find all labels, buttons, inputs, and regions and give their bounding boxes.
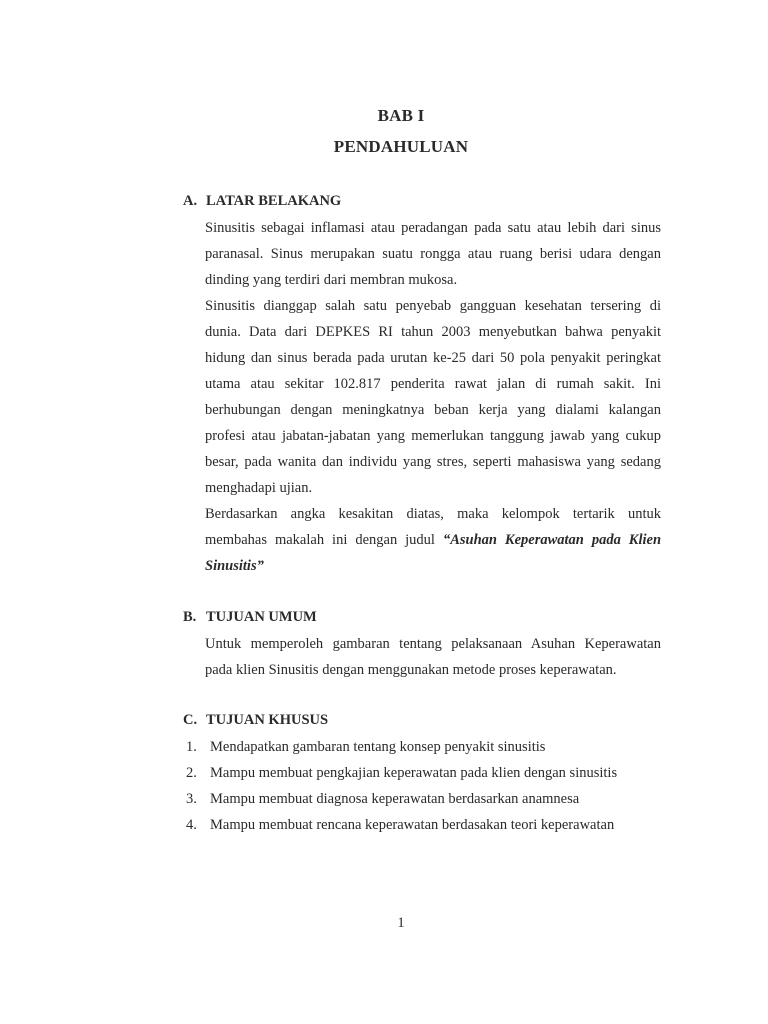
section-a-paragraph-2 — [205, 293, 661, 501]
paragraph-line: paranasal. Sinus merupakan suatu rongga atau ruang berisi udara dengan — [205, 246, 661, 262]
paragraph-line: Untuk memperoleh gambaran tentang pelaksanaan Asuhan Keperawatan — [205, 636, 661, 652]
makalah-title: “Asuhan Keperawatan pada Klien — [442, 532, 661, 548]
list-item — [186, 734, 617, 760]
paragraph-text: membahas makalah ini dengan judul — [205, 532, 435, 548]
list-text: Mampu membuat rencana keperawatan berdasakan teori keperawatan — [210, 817, 615, 833]
makalah-title-cont: Sinusitis” — [205, 558, 264, 574]
list-number: 2. — [186, 765, 197, 781]
section-a-letter: A. — [183, 193, 198, 209]
paragraph-line: besar, pada wanita dan individu yang stres, seperti mahasiswa yang sedang — [205, 454, 661, 470]
page-number: 1 — [397, 915, 405, 931]
list-text: Mampu membuat diagnosa keperawatan berdasarkan anamnesa — [210, 791, 580, 807]
paragraph-line: dunia. Data dari DEPKES RI tahun 2003 menyebutkan bahwa penyakit — [205, 324, 661, 340]
section-a-paragraph-3 — [205, 501, 661, 579]
paragraph-line — [205, 553, 661, 579]
section-b-paragraph — [205, 631, 661, 683]
section-c-heading — [183, 712, 328, 729]
section-b-letter: B. — [183, 609, 197, 625]
section-b-heading — [183, 609, 317, 626]
chapter-label: BAB I — [377, 106, 425, 125]
paragraph-line: utama atau sekitar 102.817 penderita rawat jalan di rumah sakit. Ini — [205, 376, 661, 392]
list-item — [186, 786, 617, 812]
paragraph-line: Sinusitis sebagai inflamasi atau peradangan pada satu atau lebih dari sinus — [205, 220, 661, 236]
objectives-list — [186, 734, 617, 838]
list-number: 3. — [186, 791, 197, 807]
paragraph-line: pada klien Sinusitis dengan menggunakan metode proses keperawatan. — [205, 662, 617, 678]
paragraph-line: profesi atau jabatan-jabatan yang memerlukan tanggung jawab yang cukup — [205, 428, 661, 444]
section-a-paragraph-1 — [205, 215, 661, 293]
paragraph-line — [205, 527, 661, 553]
chapter-title: PENDAHULUAN — [333, 137, 469, 156]
section-c-title: TUJUAN KHUSUS — [206, 712, 329, 728]
section-b-title: TUJUAN UMUM — [206, 609, 317, 625]
list-item — [186, 812, 617, 838]
list-text: Mampu membuat pengkajian keperawatan pada klien dengan sinusitis — [210, 765, 618, 781]
list-number: 1. — [186, 739, 197, 755]
section-c-letter: C. — [183, 712, 198, 728]
paragraph-line: menghadapi ujian. — [205, 480, 313, 496]
list-number: 4. — [186, 817, 197, 833]
paragraph-line: dinding yang terdiri dari membran mukosa. — [205, 272, 458, 288]
paragraph-line: hidung dan sinus berada pada urutan ke-25 dari 50 pola penyakit peringkat — [205, 350, 661, 366]
paragraph-line: berhubungan dengan meningkatnya beban kerja yang dialami kalangan — [205, 402, 661, 418]
list-item — [186, 760, 617, 786]
section-a-heading — [183, 193, 341, 210]
paragraph-line: Sinusitis dianggap salah satu penyebab gangguan kesehatan tersering di — [205, 298, 661, 314]
paragraph-line: Berdasarkan angka kesakitan diatas, maka kelompok tertarik untuk — [205, 506, 661, 522]
list-text: Mendapatkan gambaran tentang konsep penyakit sinusitis — [210, 739, 546, 755]
section-a-title: LATAR BELAKANG — [206, 193, 342, 209]
